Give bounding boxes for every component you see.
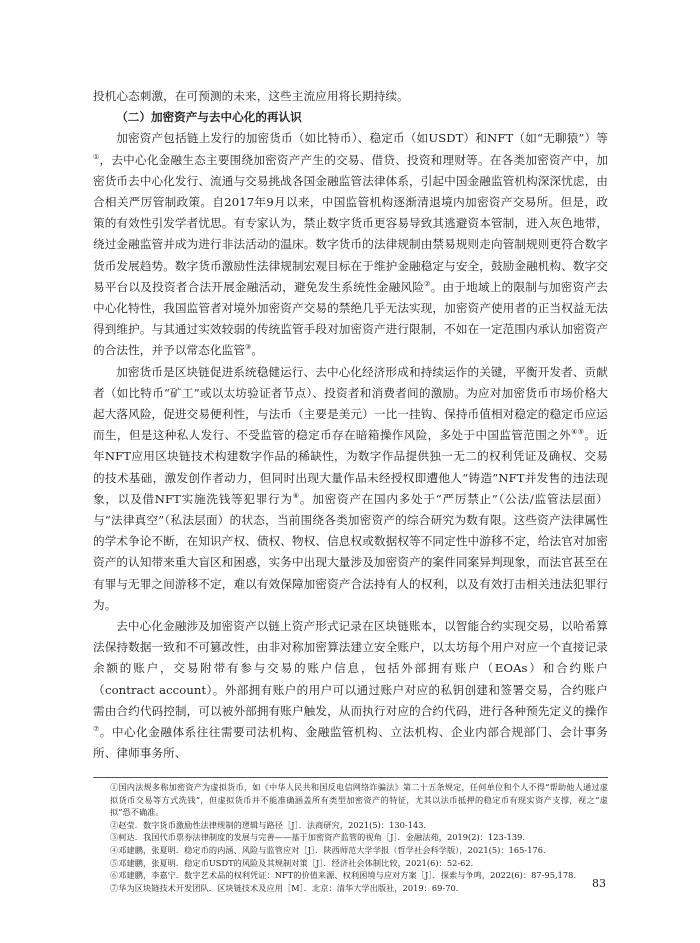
footnote: ②赵莹．数字货币激励性法律规制的逻辑与路径［J］．法商研究，2021(5)：130-143． bbox=[110, 819, 432, 830]
main-text bbox=[93, 86, 608, 765]
paragraph-continuation: 投机心态刺激，在可预测的未来，这些主流应用将长期持续。 bbox=[93, 89, 409, 103]
footnotes bbox=[93, 781, 608, 894]
text-segment: ，去中心化金融生态主要围绕加密资产产生的交易、借贷、投资和理财等。在各类加密资产中，加密货币去中心化发行、流通与交易挑战各国金融监管法律体系，引起中国金融监管机构深深忧虑，由合相关严厉管制政策。自2017年9月以来，中国监管机构逐渐清退境内加密资产交易所。但是，政策的有效性引发学者忧思。有专家认为，禁止数字货币更容易导致其逃避资本管制，进入灰色地带，绕过金融监管并成为进行非法活动的温床。数字货币的法律规制由禁易规则走向管制规则更符合数字货币发展趋势。数字货币激励性法律规制宏观目标在于维护金融稳定与安全，鼓励金融机构、数字交易平台以及投资者合法开展金融活动，避免发生系统性金融风险 bbox=[93, 152, 608, 294]
text-segment: 。由于地域上的限制与加密资产去中心化特性，我国监管者对境外加密资产交易的禁绝几乎无法实现，加密资产使用者的正当权益无法得到维护。与其通过实效较弱的传统监管手段对加密资产进行限制，不如在一定范围内承认加密资产的合法性，并予以常态化监管 bbox=[93, 279, 608, 358]
paragraph-crypto-currency bbox=[93, 362, 608, 616]
section-heading: （二）加密资产与去中心化的再认识 bbox=[116, 110, 302, 125]
text-segment: 。 bbox=[251, 343, 264, 358]
paragraph-crypto-assets bbox=[93, 128, 608, 361]
text-segment: 去中心化金融涉及加密资产以链上资产形式记录在区块链账本，以智能合约实现交易，以哈希算法保持数据一致和不可篡改性，由非对称加密算法建立安全账户，以太坊每个用户对应一个直接记录余额的账户，交易附带有参与交易的账户信息，包括外部拥有账户（EOAs）和合约账户（contract account）。外部拥有账户的用户可以通过账户对应的私钥创建和签署交易，合约账户需由合约代码控制，可以被外部拥有账户触发，从而执行对应的合约代码，进行各种预先定义的操作 bbox=[93, 619, 608, 718]
footnote: ③柯达．我国代币票券法律制度的发展与完善——基于加密资产监管的视角［J］．金融法苑，2019(2)：123-139． bbox=[110, 832, 531, 843]
footnote-divider bbox=[93, 777, 608, 778]
footnote-ref[interactable]: ① bbox=[93, 152, 100, 161]
footnote-ref[interactable]: ⑥ bbox=[292, 492, 300, 500]
footnote: ⑦华为区块链技术开发团队．区块链技术及应用［M］．北京：清华大学出版社，2019：69-70． bbox=[110, 882, 465, 893]
footnote: ①国内法规多称加密资产为虚拟货币，如《中华人民共和国反电信网络诈骗法》第二十五条规定，任何单位和个人不得“帮助他人通过虚拟货币交易等方式洗钱”，但虚拟货币并不能准确涵盖所有类型加密资产的特征，尤其以法币抵押的稳定币有现实资产支撑，视之“虚拟”恐不确准。 bbox=[110, 782, 608, 818]
text-segment: 加密货币是区块链促进系统稳健运行、去中心化经济形成和持续运作的关键，平衡开发者、贡献者（如比特币“矿工”或以太坊验证者节点）、投资者和消费者间的激励。为应对加密货币市场价格大起大落风险，促进交易便利性，与法币（主要是美元）一比一挂钩、保持币值相对稳定的稳定币应运而生，但是这种私人发行、不受监管的稳定币存在暗箱操作风险，多处于中国监管范围之外 bbox=[93, 364, 608, 443]
footnote: ⑤邓建鹏，张夏明．稳定币USDT的风险及其规制对策［J］．经济社会体制比较，2021(6)：52-62． bbox=[110, 857, 479, 868]
text-segment: 。近年NFT应用区块链技术构建数字作品的稀缺性，为数字作品提供独一无二的权利凭证及确权、交易的技术基础，激发创作者动力，但同时出现大量作品未经授权即遭他人“铸造”NFT并发售的违法现象，以及借NFT实施洗钱等犯罪行为 bbox=[93, 428, 608, 506]
footnote-ref[interactable]: ⑦ bbox=[93, 725, 100, 734]
text-segment: 。中心化金融体系往往需要司法机构、金融监管机构、立法机构、企业内部合规部门、会计事务所、律师事务所、 bbox=[93, 725, 608, 761]
text-segment: 。加密资产在国内多处于“严厉禁止”（公法/监管法层面）与“法律真空”（私法层面）的状态，当前围绕各类加密资产的综合研究为数有限。这些资产法律属性的学术争论不断，在知识产权、债权、物权、信息权或数据权等不同定性中游移不定，给法官对加密资产的认知带来重大盲区和困惑，实务中出现大量涉及加密资产的案件同案异判现象，而法官甚至在有罪与无罪之间游移不定，难以有效保障加密资产合法持有人的权利，以及有效打击相关违法犯罪行为。 bbox=[93, 491, 608, 612]
footnote-ref[interactable]: ② bbox=[424, 279, 431, 288]
footnote: ④邓建鹏，张夏明．稳定币的内涵、风险与监管应对［J］．陕西师范大学学报（哲学社会科学版），2021(5)：165-176． bbox=[110, 844, 552, 855]
text-segment: 加密资产包括链上发行的加密货币（如比特币）、稳定币（如USDT）和NFT（如“无聊猿”）等 bbox=[116, 131, 608, 146]
page-number: 83 bbox=[592, 877, 606, 890]
footnote-ref[interactable]: ④⑤ bbox=[571, 428, 585, 437]
footnote: ⑥邓建鹏，李嘉宁．数字艺术品的权利凭证：NFT的价值来源、权利困境与应对方案［J］．探索与争鸣，2022(6)：87-95,178． bbox=[110, 870, 582, 881]
footnote-ref[interactable]: ③ bbox=[245, 343, 252, 352]
paragraph-defi bbox=[93, 616, 608, 764]
